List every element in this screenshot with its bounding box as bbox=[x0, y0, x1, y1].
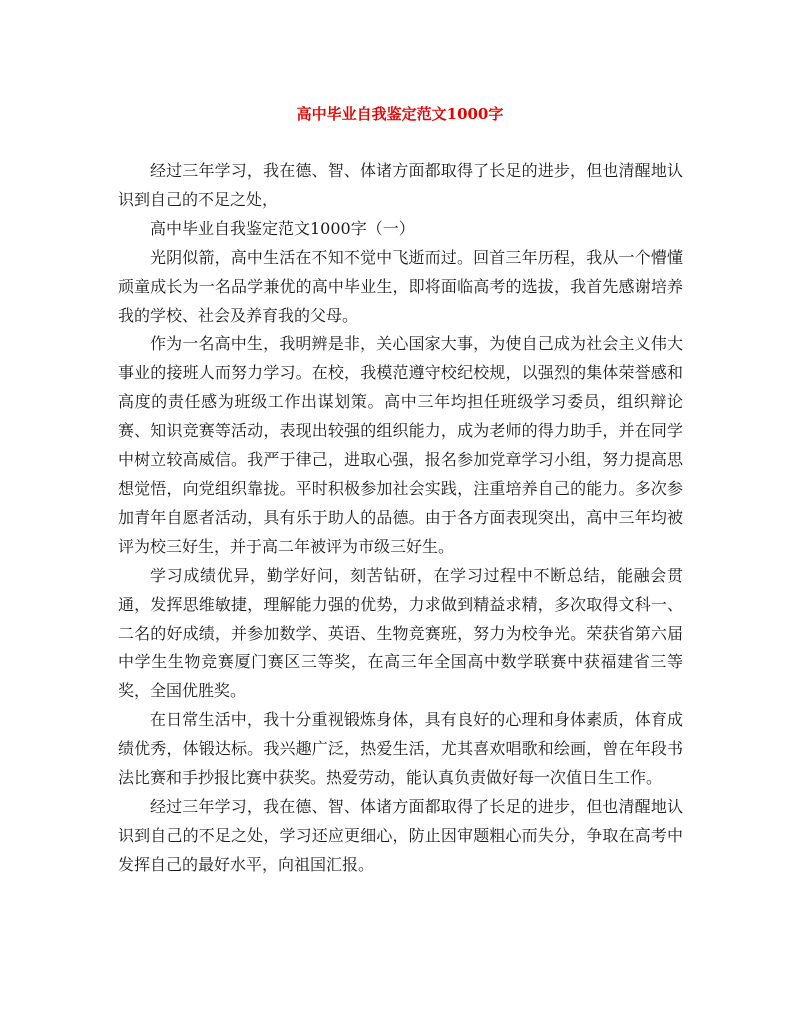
section-heading: 高中毕业自我鉴定范文1000字（一） bbox=[150, 218, 415, 238]
document-title: 高中毕业自我鉴定范文1000字 bbox=[296, 105, 504, 123]
document-body bbox=[118, 157, 683, 880]
paragraph-conduct: 作为一名高中生，我明辨是非，关心国家大事，为使自己成为社会主义伟大事业的接班人而努力学习。在校，我模范遵守校纪校规，以强烈的集体荣誉感和高度的责任感为班级工作出谋划策。高中三年均担任班级学习委员，组织辩论赛、知识竞赛等活动，表现出较强的组织能力，成为老师的得力助手，并在同学中树立较高威信。我严于律己，进取心强，报名参加党章学习小组，努力提高思想觉悟，向党组织靠拢。平时积极参加社会实践，注重培养自己的能力。多次参加青年自愿者活动，具有乐于助人的品德。由于各方面表现突出，高中三年均被评为校三好生，并于高二年被评为市级三好生。 bbox=[118, 334, 683, 556]
paragraph-study: 学习成绩优异，勤学好问，刻苦钻研，在学习过程中不断总结，能融会贯通，发挥思维敏捷，理解能力强的优势，力求做到精益求精，多次取得文科一、二名的好成绩，并参加数学、英语、生物竞赛班，努力为校争光。荣获省第六届中学生生物竞赛厦门赛区三等奖，在高三年全国高中数学联赛中获福建省三等奖，全国优胜奖。 bbox=[118, 565, 683, 701]
paragraph-daily-life: 在日常生活中，我十分重视锻炼身体，具有良好的心理和身体素质，体育成绩优秀，体锻达标。我兴趣广泛，热爱生活，尤其喜欢唱歌和绘画，曾在年段书法比赛和手抄报比赛中获奖。热爱劳动，能认真负责做好每一次值日生工作。 bbox=[118, 710, 683, 788]
intro-paragraph: 经过三年学习，我在德、智、体诸方面都取得了长足的进步，但也清醒地认识到自己的不足之处， bbox=[118, 161, 683, 209]
paragraph-conclusion: 经过三年学习，我在德、智、体诸方面都取得了长足的进步，但也清醒地认识到自己的不足之处，学习还应更细心，防止因审题粗心而失分，争取在高考中发挥自己的最好水平，向祖国汇报。 bbox=[118, 796, 683, 874]
paragraph-opening: 光阴似箭，高中生活在不知不觉中飞逝而过。回首三年历程，我从一个懵懂顽童成长为一名品学兼优的高中毕业生，即将面临高考的选拔，我首先感谢培养我的学校、社会及养育我的父母。 bbox=[118, 247, 683, 325]
